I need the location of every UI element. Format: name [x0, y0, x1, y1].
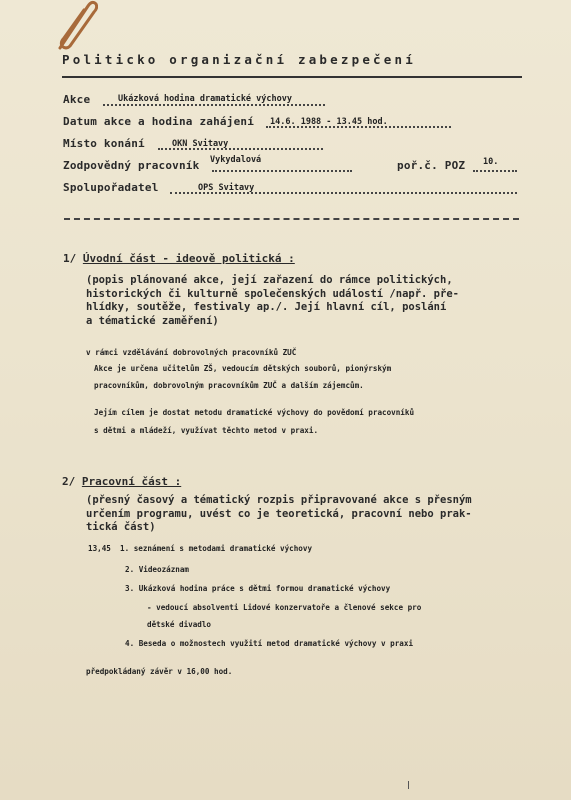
section1-heading: [63, 252, 295, 265]
datum-label: Datum akce a hodina zahájení: [63, 115, 255, 128]
pracovnik-label: Zodpovědný pracovník: [63, 159, 200, 172]
pracovnik-value: Vykydalová: [210, 155, 262, 165]
pracovnik-dots: [212, 170, 352, 172]
section1-line-2: Akce je určena učitelům ZŠ, vedoucím dětských souborů, pionýrským: [94, 364, 392, 373]
section2-item-1: 1. seznámení s metodami dramatické výchovy: [120, 544, 313, 553]
section2-item-3-detail-cont: dětské divadlo: [147, 620, 212, 629]
section2-instructions: (přesný časový a tématický rozpis připravované akce s přesným určením programu, uvést co je teoretická, pracovní nebo prak- tická část): [86, 494, 472, 533]
section2-time: 13,45: [88, 544, 111, 553]
section2-item-3-detail: - vedoucí absolventi Lidové konzervatoře a členové sekce pro: [147, 603, 422, 612]
akce-value: Ukázková hodina dramatické výchovy: [118, 94, 292, 104]
section2-title: Pracovní část :: [81, 475, 182, 488]
porc-value: 10.: [483, 157, 499, 167]
field-datum: [63, 115, 254, 128]
section2-item-3: 3. Ukázková hodina práce s dětmi formou dramatické výchovy: [125, 584, 391, 593]
section1-line-5: s dětmi a mládeží, využívat těchto metod v praxi.: [94, 426, 319, 435]
datum-value: 14.6. 1988 - 13.45 hod.: [270, 117, 388, 127]
field-spolu: [63, 181, 159, 194]
section1-title: Úvodní část - ideově politická :: [82, 252, 295, 265]
porc-dots: [473, 170, 517, 172]
section1-line-4: Jejím cílem je dostat metodu dramatické výchovy do povědomí pracovníků: [94, 408, 415, 417]
paper-clip-icon: [52, 0, 98, 50]
section2-heading: [62, 475, 181, 488]
field-pracovnik: [63, 159, 199, 172]
section2-item-2: 2. Videozáznam: [125, 565, 190, 574]
section2-number: 2/: [62, 475, 76, 488]
section2-end-time: předpokládaný závěr v 16,00 hod.: [86, 667, 233, 676]
title-underline: [62, 76, 522, 78]
misto-value: OKN Svitavy: [172, 139, 229, 149]
section1-line-3: pracovníkům, dobrovolným pracovníkům ZUČ a dalším zájemcům.: [94, 381, 364, 390]
spolu-label: Spolupořadatel: [63, 181, 159, 194]
spolu-value: OPS Svitavy: [198, 183, 255, 193]
akce-label: Akce: [63, 93, 91, 106]
section-divider: [64, 218, 519, 220]
document-title: Politicko organizační zabezpečení: [62, 52, 416, 67]
scan-mark: [408, 781, 409, 789]
section1-instructions: (popis plánované akce, její zařazení do rámce politických, historických či kulturně společenských událostí /např. pře- hlídky, soutěže, festivaly ap./. Její hlavní cíl, poslání a tématické zaměření): [86, 274, 459, 327]
misto-label: Místo konání: [63, 137, 145, 150]
field-misto: [63, 137, 145, 150]
akce-dots: [103, 104, 325, 106]
field-porc: [397, 159, 465, 172]
section2-item-4: 4. Beseda o možnostech využití metod dramatické výchovy v praxi: [125, 639, 414, 648]
section1-number: 1/: [63, 252, 77, 265]
section1-line-1: v rámci vzdělávání dobrovolných pracovníků ZUČ: [86, 348, 297, 357]
porc-label: poř.č. POZ: [397, 159, 466, 172]
field-akce: [63, 93, 90, 106]
